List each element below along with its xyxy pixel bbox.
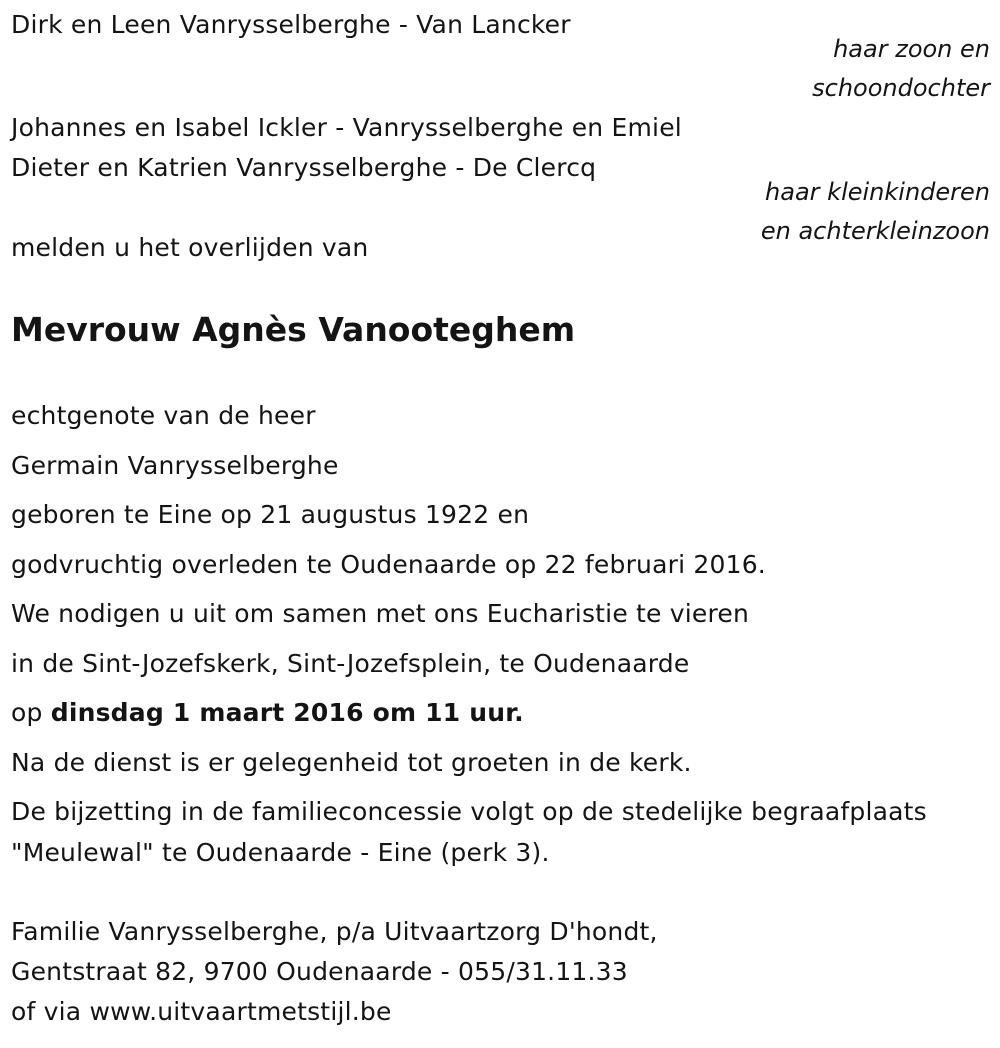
body-line-7 [11,698,524,728]
body-line-1: echtgenote van de heer [11,401,316,430]
family-line-grandchildren-1: Johannes en Isabel Ickler - Vanrysselberghe en Emiel [11,113,682,142]
role-grandchildren-line-1: haar kleinkinderen [765,178,990,206]
body-line-5: We nodigen u uit om samen met ons Eucharistie te vieren [11,599,750,628]
body-line-4: godvruchtig overleden te Oudenaarde op 22 februari 2016. [11,550,766,579]
body-line-10: "Meulewal" te Oudenaarde - Eine (perk 3). [11,838,550,867]
role-son-line-1: haar zoon en [833,35,990,63]
body-line-9: De bijzetting in de familieconcessie volgt op de stedelijke begraafplaats [11,797,927,826]
contact-line-1: Familie Vanrysselberghe, p/a Uitvaartzorg D'hondt, [11,917,658,946]
service-date-time: dinsdag 1 maart 2016 om 11 uur. [50,698,524,727]
date-prefix: op [11,698,51,727]
body-line-8: Na de dienst is er gelegenheid tot groeten in de kerk. [11,748,692,777]
family-line-grandchildren-2: Dieter en Katrien Vanrysselberghe - De Clercq [11,153,597,182]
contact-website: of via www.uitvaartmetstijl.be [11,997,392,1026]
announcement-text: melden u het overlijden van [11,233,369,262]
body-line-6: in de Sint-Jozefskerk, Sint-Jozefsplein, te Oudenaarde [11,649,690,678]
contact-line-2: Gentstraat 82, 9700 Oudenaarde - 055/31.11.33 [11,957,628,986]
family-line-son: Dirk en Leen Vanrysselberghe - Van Lancker [11,10,571,39]
role-grandchildren-line-2: en achterkleinzoon [760,217,990,245]
deceased-name: Mevrouw Agnès Vanooteghem [11,310,576,349]
body-line-2: Germain Vanrysselberghe [11,451,339,480]
role-son-line-2: schoondochter [812,74,990,102]
body-line-3: geboren te Eine op 21 augustus 1922 en [11,500,530,529]
